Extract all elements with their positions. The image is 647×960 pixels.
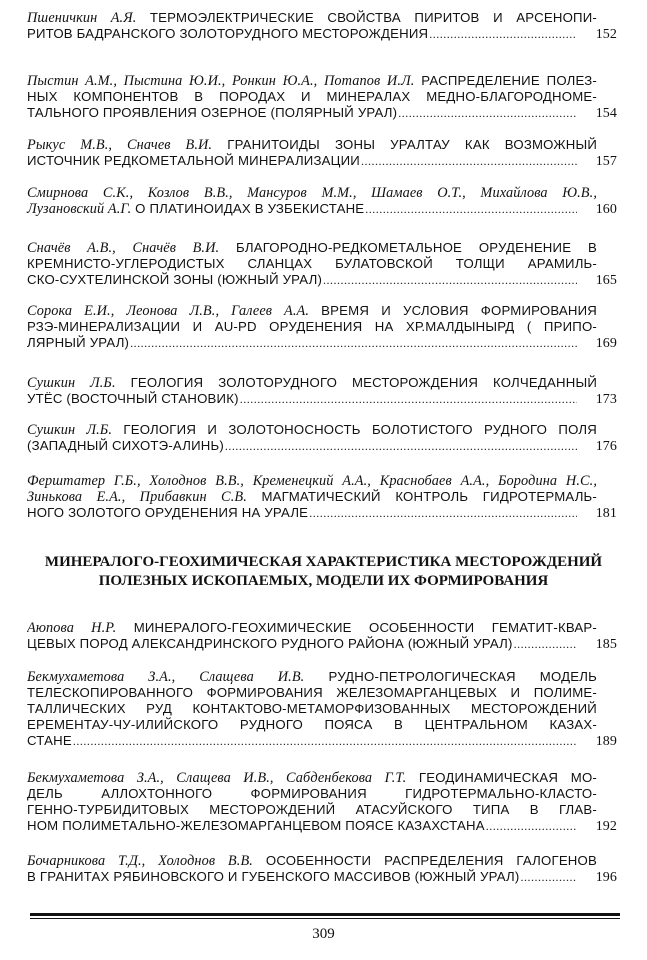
toc-title: РУДНО-ПЕТРОЛОГИЧЕСКАЯ МОДЕЛЬ <box>304 669 597 684</box>
toc-authors: Рыкус М.В., Сначев В.И. <box>27 137 213 153</box>
toc-entry-line <box>27 669 597 685</box>
toc-entry-last-line <box>27 272 617 288</box>
toc-page-number: 185 <box>595 637 617 652</box>
toc-entry-line <box>27 137 597 153</box>
toc-page-number: 173 <box>595 392 617 407</box>
toc-title: РИТОВ БАДРАНСКОГО ЗОЛОТОРУДНОГО МЕСТОРОЖДЕНИЯ <box>27 26 429 41</box>
page-number: 309 <box>312 926 335 942</box>
toc-entry <box>27 137 617 169</box>
section-heading <box>0 553 647 591</box>
toc-title: РЗЭ-МИНЕРАЛИЗАЦИИ И AU-PD ОРУДЕНЕНИЯ НА ХР.МАЛДЫНЫРД ( ПРИПО- <box>27 319 597 334</box>
toc-page-number: 165 <box>595 273 617 288</box>
toc-entry <box>27 10 617 42</box>
toc-entry-text <box>27 818 485 834</box>
toc-title: ЕРЕМЕНТАУ-ЧУ-ИЛИЙСКОГО РУДНОГО ПОЯСА В ЦЕНТРАЛЬНОМ КАЗАХ- <box>27 717 597 732</box>
toc-title: ДЕЛЬ АЛЛОХТОННОГО ФОРМИРОВАНИЯ ГИДРОТЕРМАЛЬНО-КЛАСТО- <box>27 786 597 801</box>
toc-title: ГЕОДИНАМИЧЕСКАЯ МО- <box>406 770 597 785</box>
toc-title: ОСОБЕННОСТИ РАСПРЕДЕЛЕНИЯ ГАЛОГЕНОВ <box>252 853 597 868</box>
toc-authors: Бекмухаметова З.А., Слащева И.В. <box>27 669 305 685</box>
toc-entry-text <box>27 636 513 652</box>
toc-entry-text <box>27 272 322 288</box>
toc-title: ГРАНИТОИДЫ ЗОНЫ УРАЛТАУ КАК ВОЗМОЖНЫЙ <box>212 137 597 152</box>
toc-entry-last-line <box>27 869 617 885</box>
section-heading-line-1: МИНЕРАЛОГО-ГЕОХИМИЧЕСКАЯ ХАРАКТЕРИСТИКА МЕСТОРОЖДЕНИЙ <box>44 554 603 570</box>
toc-entry <box>27 422 617 454</box>
toc-title: РАСПРЕДЕЛЕНИЕ ПОЛЕЗ- <box>414 73 597 88</box>
toc-entry <box>27 185 617 217</box>
toc-title: СТАНЕ <box>27 733 72 748</box>
toc-entry-last-line <box>27 438 617 454</box>
toc-title: МАГМАТИЧЕСКИЙ КОНТРОЛЬ ГИДРОТЕРМАЛЬ- <box>246 489 597 504</box>
toc-page-number: 196 <box>595 870 617 885</box>
toc-title: КРЕМНИСТО-УГЛЕРОДИСТЫХ СЛАНЦАХ БУЛАТОВСКОЙ ТОЛЩИ АРАМИЛЬ- <box>27 256 597 271</box>
toc-title: СКО-СУХТЕЛИНСКОЙ ЗОНЫ (ЮЖНЫЙ УРАЛ) <box>27 272 323 287</box>
toc-leader-dots <box>398 105 577 121</box>
toc-title: (ЗАПАДНЫЙ СИХОТЭ-АЛИНЬ) <box>27 438 224 453</box>
toc-page-number: 192 <box>595 819 617 834</box>
toc-entry-text <box>27 201 364 217</box>
toc-entry-last-line <box>27 636 617 652</box>
toc-title: ТАЛЛИЧЕСКИХ РУД КОНТАКТОВО-МЕТАМОРФИЗОВАННЫХ МЕСТОРОЖДЕНИЙ <box>27 701 597 716</box>
toc-leader-dots <box>361 153 577 169</box>
toc-page-number: 157 <box>595 154 617 169</box>
toc-authors: Ферштатер Г.Б., Холоднов В.В., Кременецкий А.А., Краснобаев А.А., Бородина Н.С., <box>27 473 597 489</box>
toc-leader-dots <box>225 438 577 454</box>
toc-entry-last-line <box>27 505 617 521</box>
toc-title: ГЕОЛОГИЯ ЗОЛОТОРУДНОГО МЕСТОРОЖДЕНИЯ КОЛЧЕДАННЫЙ <box>115 375 597 390</box>
toc-entry <box>27 303 617 351</box>
toc-entry-text <box>27 26 428 42</box>
toc-leader-dots <box>130 335 577 351</box>
toc-authors: Сушкин Л.Б. <box>27 422 113 438</box>
toc-title: НОМ ПОЛИМЕТАЛЬНО-ЖЕЛЕЗОМАРГАНЦЕВОМ ПОЯСЕ КАЗАХСТАНА <box>27 818 485 833</box>
toc-authors: Аюпова Н.Р. <box>27 620 117 636</box>
toc-entry-last-line <box>27 733 617 749</box>
toc-entry <box>27 770 617 834</box>
toc-authors: Сорока Е.И., Леонова Л.В., Галеев А.А. <box>27 303 310 319</box>
toc-entry-text <box>27 869 519 885</box>
toc-title: БЛАГОРОДНО-РЕДКОМЕТАЛЬНОЕ ОРУДЕНЕНИЕ В <box>219 240 597 255</box>
toc-authors: Зинькова Е.А., Прибавкин С.В. <box>27 489 247 505</box>
footer-rule-thin <box>30 918 620 919</box>
toc-entry-text <box>27 438 224 454</box>
toc-page-number: 169 <box>595 336 617 351</box>
toc-entry-line <box>27 701 597 717</box>
toc-page-number: 160 <box>595 202 617 217</box>
toc-authors: Бочарникова Т.Д., Холоднов В.В. <box>27 853 253 869</box>
toc-entry-line <box>27 685 597 701</box>
toc-entry-line <box>27 770 597 786</box>
toc-title: ТЕРМОЭЛЕКТРИЧЕСКИЕ СВОЙСТВА ПИРИТОВ И АРСЕНОПИ- <box>136 10 597 25</box>
toc-entry-line <box>27 10 597 26</box>
toc-entry-line <box>27 620 597 636</box>
toc-entry-line <box>27 303 597 319</box>
toc-entry-text <box>27 335 129 351</box>
toc-entry <box>27 669 617 749</box>
toc-entry-last-line <box>27 153 617 169</box>
toc-authors: Бекмухаметова З.А., Слащева И.В., Сабденбекова Г.Т. <box>27 770 407 786</box>
toc-entry-last-line <box>27 335 617 351</box>
toc-authors: Пшеничкин А.Я. <box>27 10 137 26</box>
toc-title: ЛЯРНЫЙ УРАЛ) <box>27 335 130 350</box>
toc-entry-line <box>27 717 597 733</box>
toc-entry-last-line <box>27 391 617 407</box>
toc-authors: Сушкин Л.Б. <box>27 375 116 391</box>
toc-entry-line <box>27 422 597 438</box>
toc-entry <box>27 853 617 885</box>
toc-entry-text <box>27 105 397 121</box>
toc-entry-text <box>27 505 308 521</box>
toc-title: ГЕОЛОГИЯ И ЗОЛОТОНОСНОСТЬ БОЛОТИСТОГО РУДНОГО ПОЛЯ <box>112 422 597 437</box>
toc-authors: Пыстин А.М., Пыстина Ю.И., Ронкин Ю.А., Потапов И.Л. <box>27 73 415 89</box>
toc-entry-line <box>27 73 597 89</box>
toc-title: В ГРАНИТАХ РЯБИНОВСКОГО И ГУБЕНСКОГО МАССИВОВ (ЮЖНЫЙ УРАЛ) <box>27 869 520 884</box>
toc-title: МИНЕРАЛОГО-ГЕОХИМИЧЕСКИЕ ОСОБЕННОСТИ ГЕМАТИТ-КВАР- <box>116 620 597 635</box>
toc-title: ГЕННО-ТУРБИДИТОВЫХ МЕСТОРОЖДЕНИЙ АТАСУЙСКОГО ТИПА В ГЛАВ- <box>27 802 597 817</box>
toc-entry-line <box>27 802 597 818</box>
toc-entry-last-line <box>27 26 617 42</box>
toc-title: ТЕЛЕСКОПИРОВАННОГО ФОРМИРОВАНИЯ ЖЕЛЕЗОМАРГАНЦЕВЫХ И ПОЛИМЕ- <box>27 685 597 700</box>
toc-leader-dots <box>309 505 577 521</box>
toc-entry-text <box>27 391 239 407</box>
toc-entry-line <box>27 489 597 505</box>
toc-page-number: 176 <box>595 439 617 454</box>
toc-page-number: 154 <box>595 106 617 121</box>
toc-leader-dots <box>520 869 577 885</box>
toc-title: УТЁС (ВОСТОЧНЫЙ СТАНОВИК) <box>27 391 239 406</box>
toc-entry-text <box>27 733 72 749</box>
toc-entry-line <box>27 319 597 335</box>
toc-authors: Лузановский А.Г. <box>27 201 132 217</box>
toc-entry <box>27 620 617 652</box>
toc-entry-line <box>27 89 597 105</box>
toc-leader-dots <box>240 391 577 407</box>
toc-leader-dots <box>514 636 577 652</box>
toc-authors: Сначёв А.В., Сначёв В.И. <box>27 240 220 256</box>
footer-rule-thick <box>30 913 620 916</box>
toc-entry-line <box>27 240 597 256</box>
toc-entry <box>27 473 617 521</box>
toc-leader-dots <box>365 201 577 217</box>
toc-title: НЫХ КОМПОНЕНТОВ В ПОРОДАХ И МИНЕРАЛАХ МЕДНО-БЛАГОРОДНОМЕ- <box>27 89 597 104</box>
toc-entry-line <box>27 375 597 391</box>
toc-entry-line <box>27 473 597 489</box>
toc-entry-line <box>27 786 597 802</box>
toc-title: ТАЛЬНОГО ПРОЯВЛЕНИЯ ОЗЕРНОЕ (ПОЛЯРНЫЙ УРАЛ) <box>27 105 398 120</box>
toc-title: О ПЛАТИНОИДАХ В УЗБЕКИСТАНЕ <box>131 201 365 216</box>
toc-leader-dots <box>486 818 577 834</box>
toc-title: ВРЕМЯ И УСЛОВИЯ ФОРМИРОВАНИЯ <box>309 303 597 318</box>
toc-leader-dots <box>73 733 577 749</box>
toc-entry <box>27 375 617 407</box>
toc-entry <box>27 73 617 121</box>
toc-entry-line <box>27 853 597 869</box>
toc-entry <box>27 240 617 288</box>
toc-title: ИСТОЧНИК РЕДКОМЕТАЛЬНОЙ МИНЕРАЛИЗАЦИИ <box>27 153 360 168</box>
toc-entry-line <box>27 256 597 272</box>
toc-entry-text <box>27 153 360 169</box>
toc-title: ЦЕВЫХ ПОРОД АЛЕКСАНДРИНСКОГО РУДНОГО РАЙОНА (ЮЖНЫЙ УРАЛ) <box>27 636 513 651</box>
toc-page-number: 189 <box>595 734 617 749</box>
toc-title: НОГО ЗОЛОТОГО ОРУДЕНЕНИЯ НА УРАЛЕ <box>27 505 309 520</box>
toc-page-number: 181 <box>595 506 617 521</box>
toc-leader-dots <box>429 26 577 42</box>
toc-page-number: 152 <box>595 27 617 42</box>
toc-entry-last-line <box>27 818 617 834</box>
toc-leader-dots <box>323 272 577 288</box>
toc-entry-last-line <box>27 201 617 217</box>
toc-entry-line <box>27 185 597 201</box>
section-heading-line-2: ПОЛЕЗНЫХ ИСКОПАЕМЫХ, МОДЕЛИ ИХ ФОРМИРОВАНИЯ <box>98 573 549 589</box>
toc-authors: Смирнова С.К., Козлов В.В., Мансуров М.М., Шамаев О.Т., Михайлова Ю.В., <box>27 185 597 201</box>
toc-entry-last-line <box>27 105 617 121</box>
